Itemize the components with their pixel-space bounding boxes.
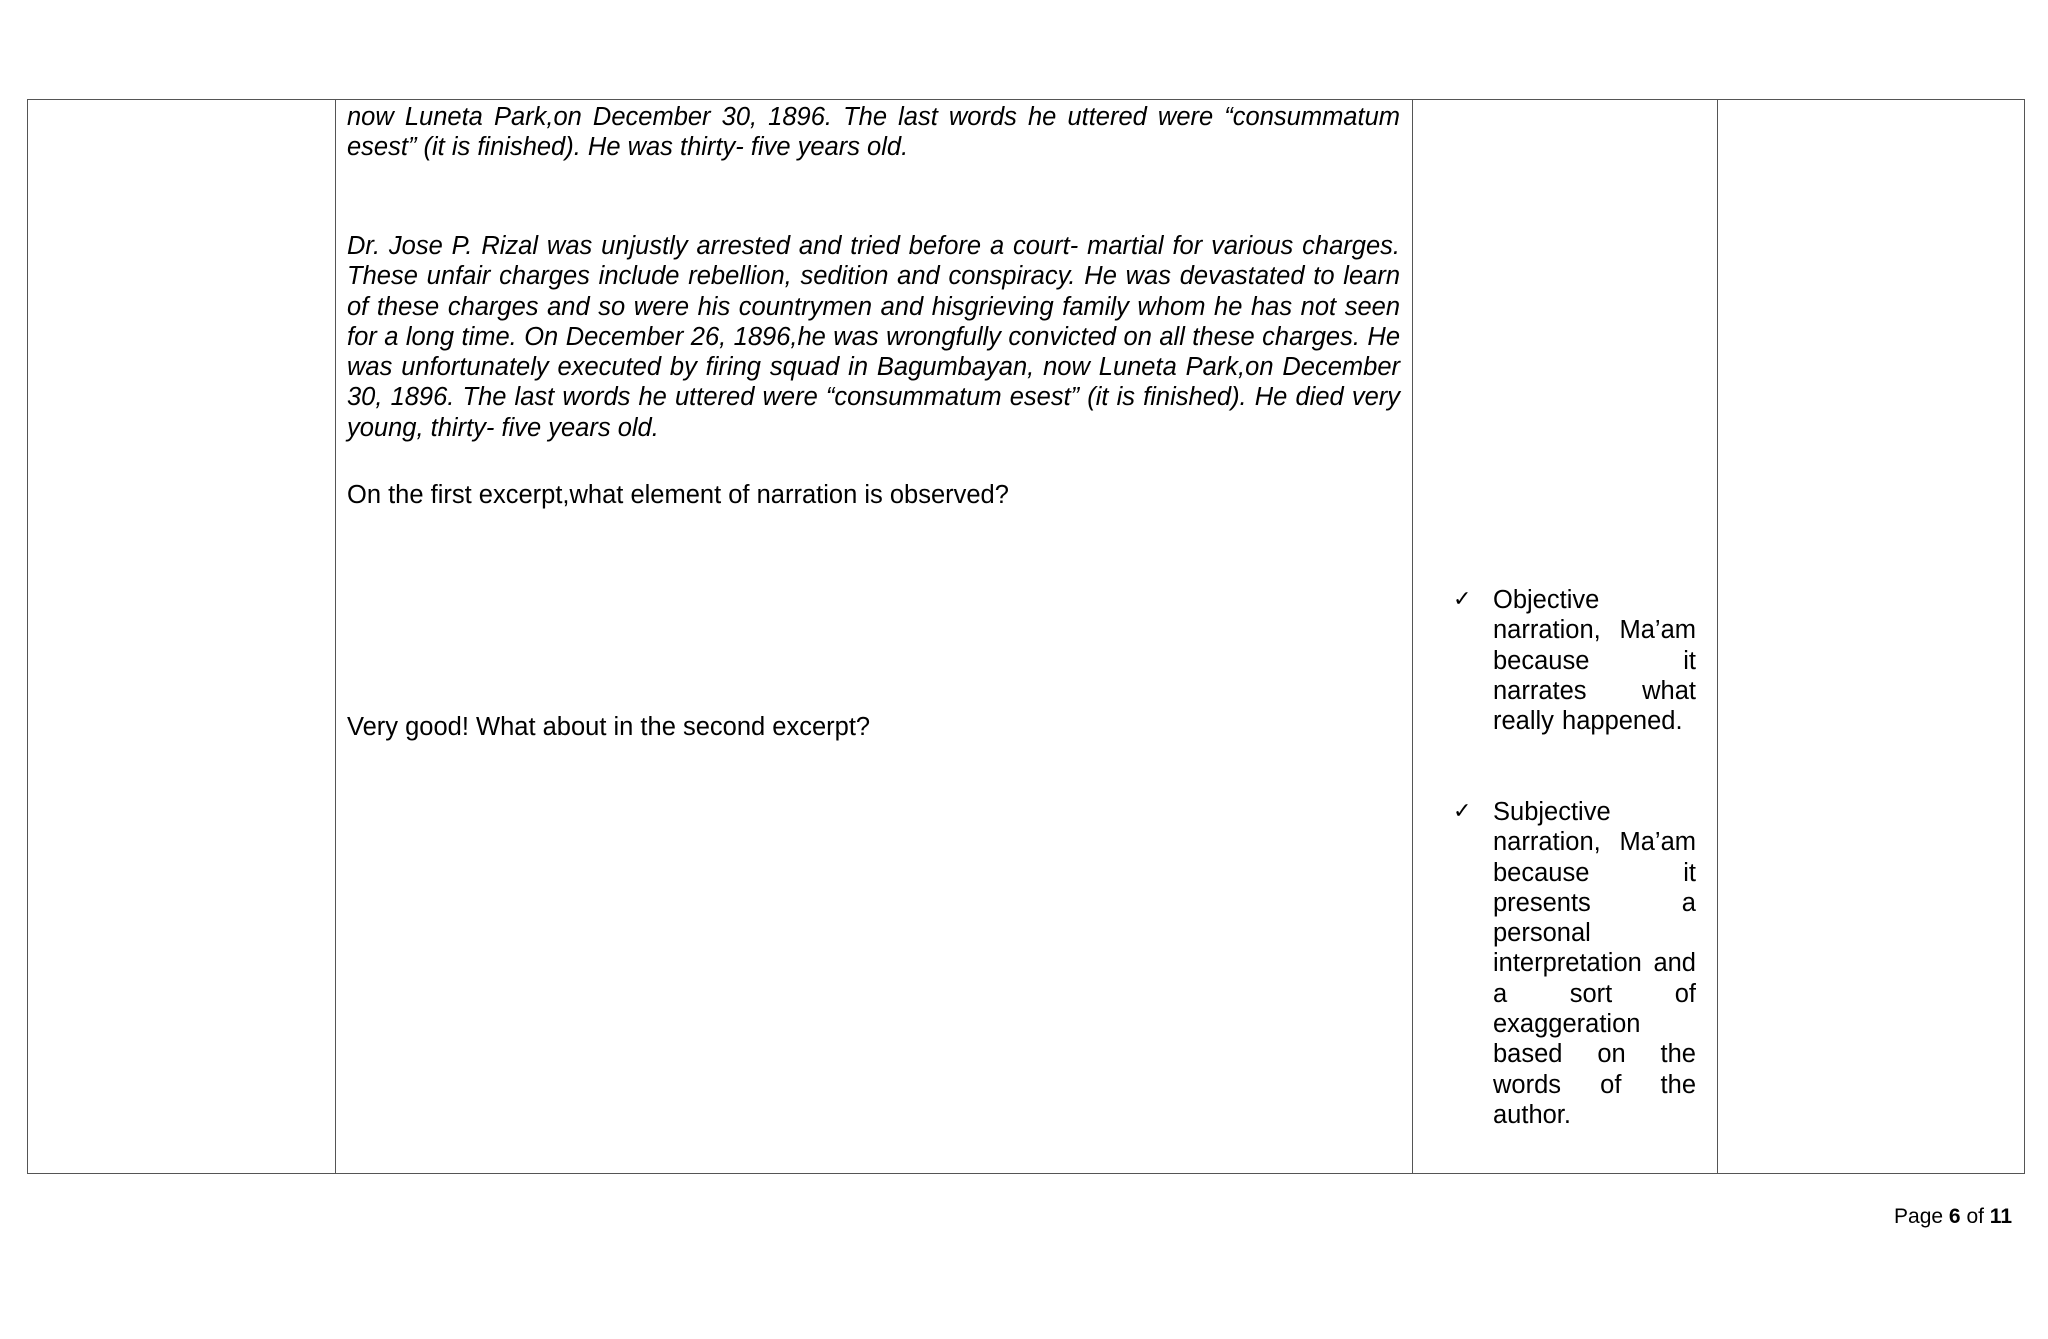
excerpt-two: Dr. Jose P. Rizal was unjustly arrested and tried before a court- martial for various charges. These unfair charges include rebellion, sedition and conspiracy. He was devastated to learn of these charges and so were his countrymen and hisgrieving family whom he has not seen for a long time. On December 26, 1896,he was wrongfully convicted on all these charges. He was unfortunately executed by firing squad in Bagumbayan, now Luneta Park,on December 30, 1896. The last words he uttered were “consummatum esest” (it is finished). He died very young, thirty- five years old. (347, 232, 1400, 442)
question-first-excerpt: On the first excerpt,what element of narration is observed? (347, 481, 1009, 509)
current-page: 6 (1948, 1205, 1961, 1228)
page-separator: of (1966, 1205, 1984, 1228)
column-divider (1412, 100, 1413, 1173)
excerpt-one-tail: now Luneta Park,on December 30, 1896. The last words he uttered were “consummatum esest” (it is finished). He was thirty- five years old. (347, 103, 1400, 162)
column-divider (1717, 100, 1718, 1173)
total-pages: 11 (1989, 1205, 2012, 1228)
checkmark-icon: ✓ (1453, 587, 1472, 612)
answer-text: Objective narration, Ma’am because it narrates what really happened. (1493, 586, 1696, 736)
lesson-plan-table (27, 99, 2025, 1174)
checkmark-icon: ✓ (1453, 799, 1472, 824)
page-label: Page (1894, 1205, 1944, 1228)
page-number (1894, 1205, 2012, 1229)
question-second-excerpt: Very good! What about in the second excerpt? (347, 713, 871, 741)
answer-text: Subjective narration, Ma’am because it presents a personal interpretation and a sort of exaggeration based on the words of the author. (1493, 798, 1696, 1129)
column-divider (335, 100, 336, 1173)
